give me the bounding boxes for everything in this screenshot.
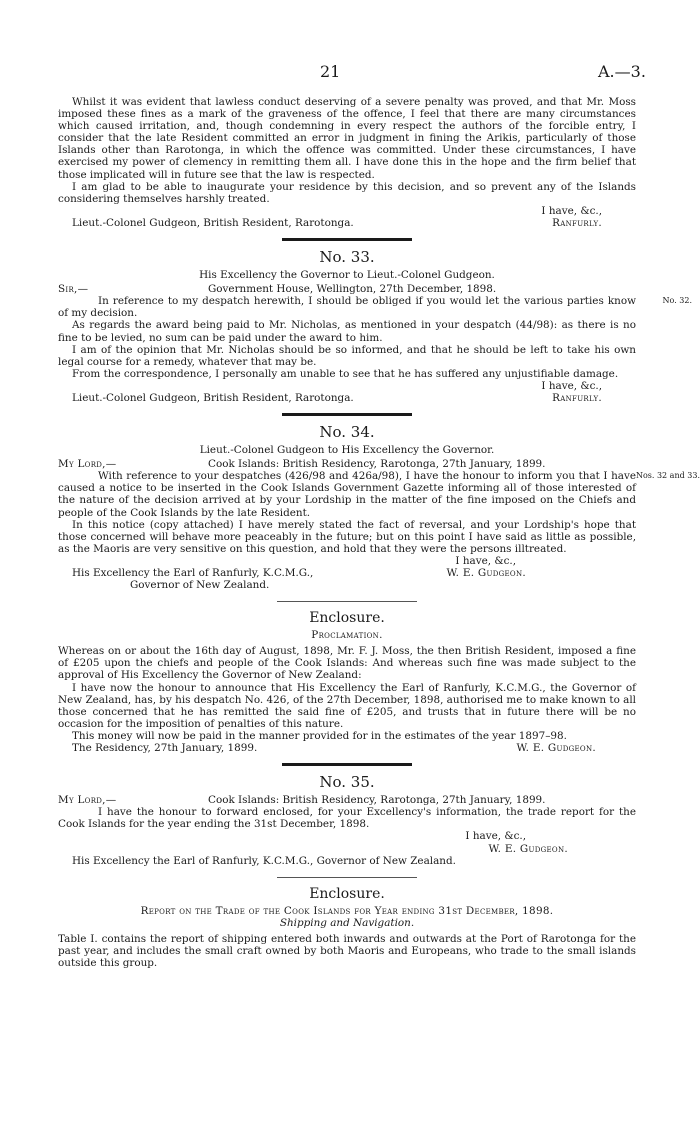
addressee-line-2: Governor of New Zealand. [130, 579, 270, 592]
margin-reference: No. 32. [662, 296, 692, 306]
closing-text: I have, &c., [541, 204, 602, 217]
salutation: My Lord,— [58, 458, 117, 471]
paragraph: I am of the opinion that Mr. Nicholas should be so informed, and that he should be left to take his own legal course for a remedy, whatever that may be. [58, 343, 636, 368]
despatch-heading: Lieut.-Colonel Gudgeon to His Excellency the Governor. [199, 444, 495, 457]
enclosure-title: Enclosure. [309, 610, 385, 627]
page-number: 21 [320, 62, 341, 81]
paragraph: As regards the award being paid to Mr. Nicholas, as mentioned in your despatch (44/98): as there is no fine to be levied, no sum can be paid under the award to him. [58, 319, 636, 344]
addressee: His Excellency the Earl of Ranfurly, K.C.M.G., [72, 567, 314, 579]
addressee: Lieut.-Colonel Gudgeon, British Resident, Rarotonga. [72, 391, 354, 404]
despatch-number: No. 34. [319, 423, 375, 442]
report-title: Report on the Trade of the Cook Islands for Year ending 31st December, 1898. [140, 904, 554, 917]
paragraph: Whereas on or about the 16th day of August, 1898, Mr. F. J. Moss, the then British Resident, imposed a fine of £205 upon the chiefs and people of the Cook Islands: And whereas such fine was made subject to the approval of His Excellency the Governor of New Zealand: [58, 645, 636, 682]
location-date: Cook Islands: British Residency, Rarotonga, 27th January, 1899. [208, 794, 546, 807]
section-divider [282, 238, 412, 241]
signature: W. E. Gudgeon. [488, 842, 568, 855]
section-divider [277, 877, 417, 878]
closing-row [58, 555, 636, 567]
signature: W. E. Gudgeon. [446, 567, 526, 579]
place-signature-row [58, 742, 636, 754]
addressee: His Excellency the Earl of Ranfurly, K.C.M.G., Governor of New Zealand. [72, 854, 456, 867]
despatch-number: No. 33. [319, 248, 375, 267]
addressee: Lieut.-Colonel Gudgeon, British Resident, Rarotonga. [72, 216, 354, 229]
location-date: Cook Islands: British Residency, Rarotonga, 27th January, 1899. [208, 458, 546, 471]
addressee-row [58, 392, 636, 404]
enclosure-subtitle: Proclamation. [311, 629, 383, 642]
section-divider [282, 763, 412, 766]
signature: Ranfurly. [552, 216, 602, 229]
paragraph: I have the honour to forward enclosed, for your Excellency's information, the trade report for the Cook Islands for the year ending the 31st December, 1898. [58, 806, 636, 831]
document-body [58, 96, 700, 970]
paragraph: Table I. contains the report of shipping entered both inwards and outwards at the Port of Rarotonga for the past year, and includes the small craft owned by both Maoris and Europeans, who trade to the small islands outside this group. [58, 932, 636, 970]
despatch-number: No. 35. [319, 773, 375, 792]
place-date: The Residency, 27th January, 1899. [72, 742, 258, 755]
salutation: My Lord,— [58, 794, 117, 807]
signature-row [58, 843, 636, 855]
salutation-row [58, 458, 636, 470]
signature: W. E. Gudgeon. [516, 742, 596, 755]
enclosure-title: Enclosure. [309, 885, 385, 902]
closing-row [58, 380, 636, 392]
despatch-heading: His Excellency the Governor to Lieut.-Colonel Gudgeon. [199, 269, 495, 282]
paragraph: Whilst it was evident that lawless conduct deserving of a severe penalty was proved, and that Mr. Moss imposed these fines as a mark of the graveness of the offence, I feel that there are many circumstances which caused irritation, and, though condemning in every respect the authors of the forcible entry, I consider that the late Resident committed an error in judgment in fining the Arikis, particularly of those Islands other than Rarotonga, in which the offence was committed. Under these circumstances, I have exercised my power of clemency in remitting them all. I have done this in the hope and the firm belief that those implicated will in future see that the law is respected. [58, 96, 636, 181]
margin-reference: Nos. 32 and 33. [635, 471, 700, 481]
closing-row [58, 205, 636, 217]
closing-text: I have, &c., [465, 830, 526, 843]
salutation-row [58, 283, 636, 295]
signature: Ranfurly. [552, 391, 602, 404]
salutation-row [58, 794, 636, 806]
paragraph-with-margin [58, 470, 700, 519]
paragraph: From the correspondence, I personally am unable to see that he has suffered any unjustifiable damage. [72, 367, 619, 380]
section-divider [277, 601, 417, 602]
salutation: Sir,— [58, 283, 89, 296]
paragraph: I am glad to be able to inaugurate your residence by this decision, and so prevent any of the Islands considering themselves harshly treated. [58, 180, 636, 205]
paragraph: This money will now be paid in the manner provided for in the estimates of the year 1897–98. [72, 729, 567, 742]
closing-text: I have, &c., [455, 554, 516, 567]
document-reference: A.—3. [598, 62, 646, 81]
paragraph-with-margin [58, 295, 692, 320]
addressee-row [58, 217, 636, 229]
addressee-row [58, 567, 636, 579]
section-heading: Shipping and Navigation. [279, 916, 415, 929]
closing-text: I have, &c., [541, 379, 602, 392]
closing-row [58, 830, 636, 842]
paragraph: I have now the honour to announce that His Excellency the Earl of Ranfurly, K.C.M.G., the Governor of New Zealand, has, by his despatch No. 426, of the 27th December, 1898, authorised me to make known to all those concerned that he has remitted the said fine of £205, and trusts that in future there will be no occasion for the imposition of penalties of this nature. [58, 681, 636, 730]
section-divider [282, 413, 412, 416]
paragraph: With reference to your despatches (426/98 and 426a/98), I have the honour to inform you that I have caused a notice to be inserted in the Cook Islands Government Gazette informing all of those interested of the nature of the decision arrived at by your Lordship in the matter of the fine imposed on the Chiefs and people of the Cook Islands by the late Resident. [58, 470, 636, 519]
paragraph: In this notice (copy attached) I have merely stated the fact of reversal, and your Lordship's hope that those concerned will behave more peaceably in the future; but on this point I have said as little as possible, as the Maoris are very sensitive on this question, and hold that they were the persons illtreated. [58, 518, 636, 555]
paragraph: In reference to my despatch herewith, I should be obliged if you would let the various parties know of my decision. [58, 295, 636, 320]
location-date: Government House, Wellington, 27th December, 1898. [208, 283, 497, 296]
